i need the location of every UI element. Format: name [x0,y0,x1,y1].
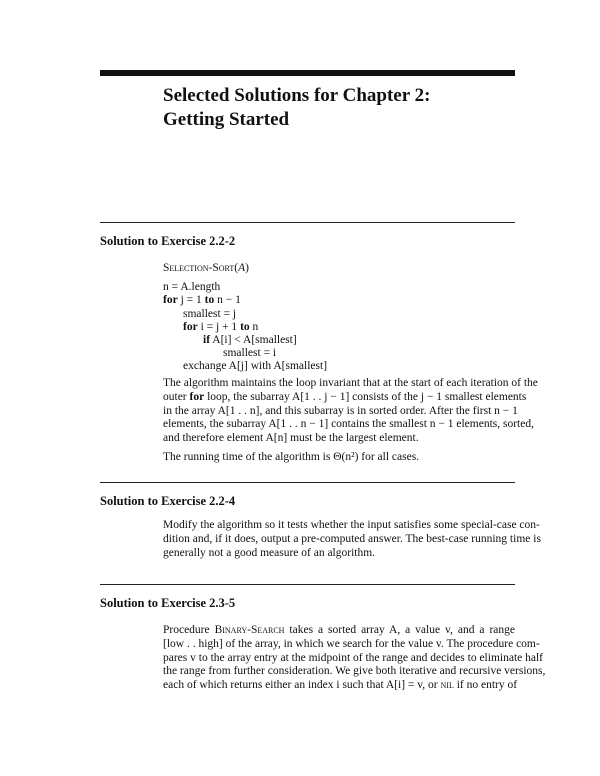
paragraph-line: The running time of the algorithm is Θ(n²) for all cases. [163,451,420,463]
paragraph [163,624,546,693]
paragraph [163,519,541,560]
pseudocode-signature: Selection-Sort(A) [163,262,249,274]
paragraph-line: The algorithm maintains the loop invariant that at the start of each iteration of the [163,377,538,389]
chapter-title [163,84,430,132]
section-heading: Solution to Exercise 2.3-5 [100,596,236,610]
pseudocode-line: smallest = i [223,347,277,360]
pseudocode-line: for j = 1 to n − 1 [163,294,241,307]
pseudocode-line: if A[i] < A[smallest] [203,334,297,347]
procedure-arg: A [238,262,246,274]
paragraph-line: each of which returns either an index i such that A[i] = v, or nil if no entry of [163,679,518,692]
section-divider [100,222,515,223]
paragraph-line: outer for loop, the subarray A[1 . . j − 1] consists of the j − 1 smallest elements [163,390,527,403]
paragraph [163,377,538,446]
paragraph-line: the range from further consideration. We give both iterative and recursive versions, [163,665,546,678]
paragraph-line: generally not a good measure of an algorithm. [163,546,376,559]
paragraph-line: in the array A[1 . . n], and this subarray is in sorted order. After the first n − 1 [163,404,518,417]
section-divider [100,584,515,585]
paragraph-line: dition and, if it does, output a pre-computed answer. The best-case running time is [163,532,541,545]
chapter-title-line-2: Getting Started [163,109,290,130]
procedure-name: Selection-Sort [163,262,235,274]
paragraph [163,451,515,465]
paragraph-line: and therefore element A[n] must be the largest element. [163,432,419,445]
pseudocode-line: for i = j + 1 to n [183,320,259,333]
pseudocode-block [163,262,327,374]
paragraph-line: elements, the subarray A[1 . . n − 1] contains the smallest n − 1 elements, sorted, [163,418,534,431]
chapter-title-line-1: Selected Solutions for Chapter 2: [163,85,431,106]
pseudocode-line: n = A.length [163,281,221,294]
section-heading: Solution to Exercise 2.2-2 [100,234,236,248]
section-heading: Solution to Exercise 2.2-4 [100,494,236,508]
paragraph-line: [low . . high] of the array, in which we search for the value v. The procedure com- [163,637,540,650]
chapter-top-rule [100,70,515,76]
section-divider [100,482,515,483]
pseudocode-line: smallest = j [183,307,237,320]
pseudocode-line: exchange A[j] with A[smallest] [183,360,328,373]
paragraph-line: Procedure Binary-Search takes a sorted array A, a value v, and a range [163,624,515,636]
paragraph-line: Modify the algorithm so it tests whether the input satisfies some special-case con- [163,519,540,531]
paragraph-line: pares v to the array entry at the midpoint of the range and decides to eliminate half [163,651,543,664]
